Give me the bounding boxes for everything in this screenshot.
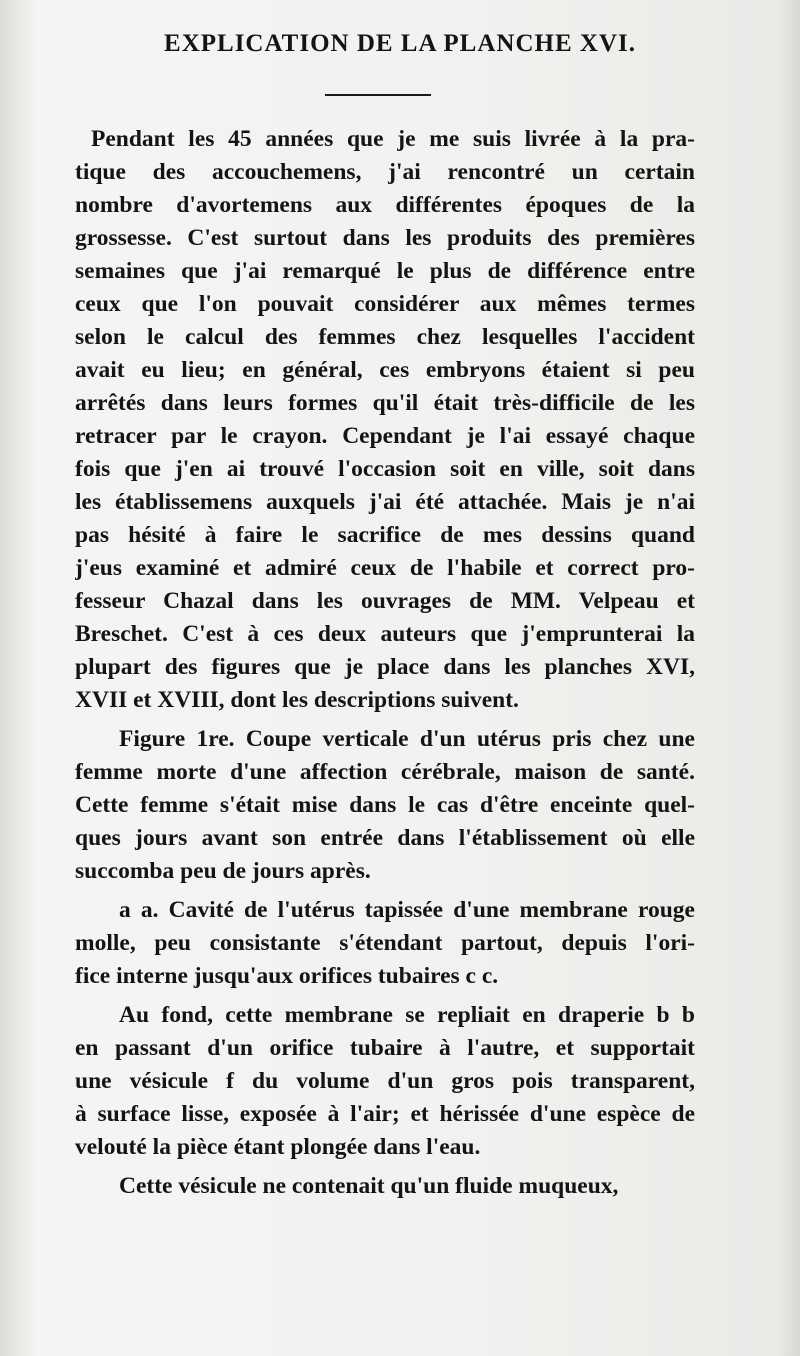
text-line: Au fond, cette membrane se repliait en draperie b b — [119, 1002, 695, 1028]
text-line: Cette femme s'était mise dans le cas d'être enceinte quel- — [75, 792, 695, 818]
text-line: avait eu lieu; en général, ces embryons étaient si peu — [75, 357, 695, 383]
page-gutter-shadow — [0, 0, 34, 1356]
text-line: fois que j'en ai trouvé l'occasion soit en ville, soit dans — [75, 456, 695, 482]
page-edge-shadow — [778, 0, 800, 1356]
text-line: Figure 1re. Coupe verticale d'un utérus pris chez une — [119, 726, 695, 752]
text-line: nombre d'avortemens aux différentes époques de la — [75, 192, 695, 218]
text-line: Pendant les 45 années que je me suis livrée à la pra- — [91, 126, 695, 152]
text-line: succomba peu de jours après. — [75, 858, 371, 884]
text-line: fice interne jusqu'aux orifices tubaires c c. — [75, 963, 499, 989]
text-line: à surface lisse, exposée à l'air; et hérissée d'une espèce de — [75, 1101, 695, 1127]
text-line: plupart des figures que je place dans les planches XVI, — [75, 654, 695, 680]
text-line: semaines que j'ai remarqué le plus de différence entre — [75, 258, 695, 284]
text-line: tique des accouchemens, j'ai rencontré un certain — [75, 159, 695, 185]
text-line: j'eus examiné et admiré ceux de l'habile et correct pro- — [75, 555, 695, 581]
body-text — [75, 123, 695, 1203]
text-line: Cette vésicule ne contenait qu'un fluide muqueux, — [119, 1173, 619, 1199]
text-line: velouté la pièce étant plongée dans l'eau. — [75, 1134, 481, 1160]
text-line: selon le calcul des femmes chez lesquelles l'accident — [75, 324, 695, 350]
text-line: XVII et XVIII, dont les descriptions suivent. — [75, 687, 519, 713]
text-line: en passant d'un orifice tubaire à l'autre, et supportait — [75, 1035, 695, 1061]
paragraph — [75, 999, 695, 1164]
text-line: pas hésité à faire le sacrifice de mes dessins quand — [75, 522, 695, 548]
text-line: retracer par le crayon. Cependant je l'ai essayé chaque — [75, 423, 695, 449]
text-line: femme morte d'une affection cérébrale, maison de santé. — [75, 759, 695, 785]
paragraph — [75, 894, 695, 993]
text-line: Breschet. C'est à ces deux auteurs que j'emprunterai la — [75, 621, 695, 647]
paragraph — [75, 123, 695, 717]
text-line: molle, peu consistante s'étendant partout, depuis l'ori- — [75, 930, 695, 956]
text-line: fesseur Chazal dans les ouvrages de MM. Velpeau et — [75, 588, 695, 614]
text-line: les établissemens auxquels j'ai été attachée. Mais je n'ai — [75, 489, 695, 515]
text-line: a a. Cavité de l'utérus tapissée d'une membrane rouge — [119, 897, 695, 923]
heading-rule — [325, 94, 431, 96]
text-line: grossesse. C'est surtout dans les produits des premières — [75, 225, 695, 251]
paragraph — [75, 723, 695, 888]
paragraph — [75, 1170, 695, 1203]
text-line: ceux que l'on pouvait considérer aux mêmes termes — [75, 291, 695, 317]
text-line: une vésicule f du volume d'un gros pois transparent, — [75, 1068, 695, 1094]
text-line: ques jours avant son entrée dans l'établissement où elle — [75, 825, 695, 851]
text-line: arrêtés dans leurs formes qu'il était très-difficile de les — [75, 390, 695, 416]
page-heading: EXPLICATION DE LA PLANCHE XVI. — [164, 30, 636, 57]
